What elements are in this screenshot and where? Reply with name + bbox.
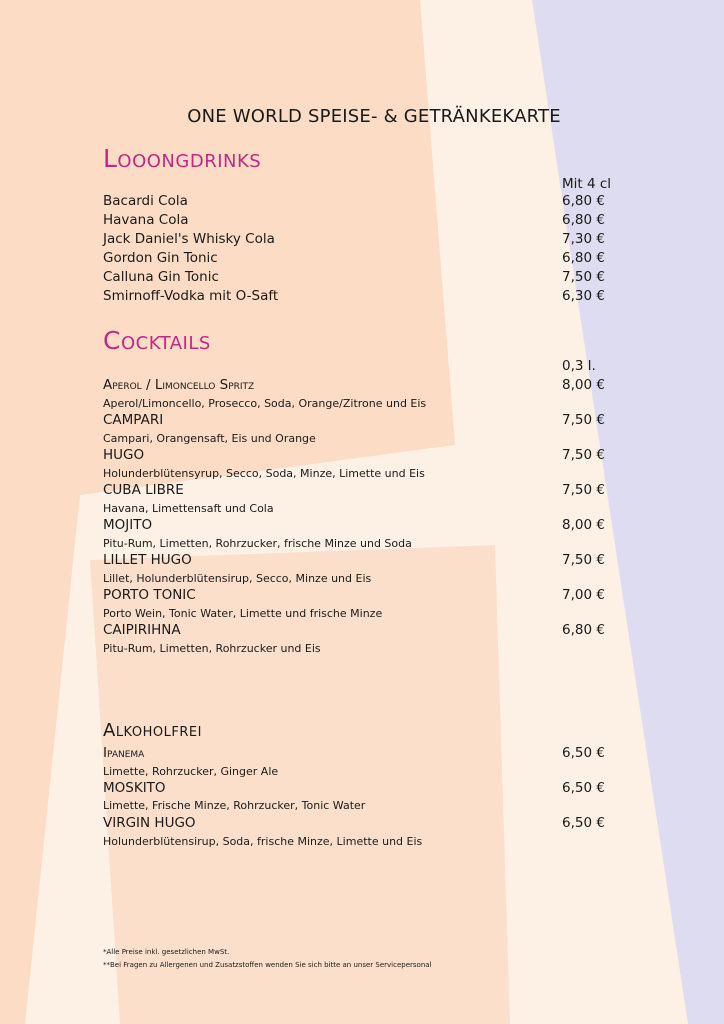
item-name: Ipanema <box>103 745 145 761</box>
menu-item <box>103 516 613 535</box>
item-name: CAIPIRIHNA <box>103 622 181 638</box>
item-name: Smirnoff-Vodka mit O-Saft <box>103 288 279 304</box>
menu-item <box>103 268 613 287</box>
item-name: CUBA LIBRE <box>103 482 184 498</box>
item-name: Gordon Gin Tonic <box>103 250 218 266</box>
item-name: CAMPARI <box>103 412 164 428</box>
item-price: 7,00 € <box>562 587 605 603</box>
item-price: 6,80 € <box>562 212 605 228</box>
item-price: 6,50 € <box>562 780 605 796</box>
menu-item <box>103 376 613 395</box>
item-name: HUGO <box>103 447 145 463</box>
item-description: Limette, Frische Minze, Rohrzucker, Tonic Water <box>103 799 366 812</box>
item-price: 7,50 € <box>562 482 605 498</box>
longdrinks-unit: Mit 4 cl <box>562 176 612 192</box>
menu-item <box>103 744 613 763</box>
cocktails-heading: Cocktails <box>103 326 211 355</box>
footer-note-vat: *Alle Preise inkl. gesetzlichen MwSt. <box>103 948 230 956</box>
menu-item <box>103 411 613 430</box>
menu-item <box>103 586 613 605</box>
item-description: Porto Wein, Tonic Water, Limette und frische Minze <box>103 607 383 620</box>
menu-item <box>103 249 613 268</box>
item-price: 7,50 € <box>562 552 605 568</box>
item-name: PORTO TONIC <box>103 587 196 603</box>
item-description: Aperol/Limoncello, Prosecco, Soda, Orange/Zitrone und Eis <box>103 397 427 410</box>
cocktails-unit: 0,3 l. <box>562 358 596 374</box>
item-price: 7,30 € <box>562 231 605 247</box>
item-description: Campari, Orangensaft, Eis und Orange <box>103 432 316 445</box>
menu-item <box>103 211 613 230</box>
page-title: ONE WORLD SPEISE- & GETRÄNKEKARTE <box>187 106 561 127</box>
item-name: LILLET HUGO <box>103 552 192 568</box>
item-price: 7,50 € <box>562 447 605 463</box>
item-price: 8,00 € <box>562 377 605 393</box>
item-price: 7,50 € <box>562 269 605 285</box>
item-name: Havana Cola <box>103 212 189 228</box>
item-description: Lillet, Holunderblütensirup, Secco, Minze und Eis <box>103 572 372 585</box>
item-description: Holunderblütensyrup, Secco, Soda, Minze, Limette und Eis <box>103 467 425 480</box>
item-price: 8,00 € <box>562 517 605 533</box>
item-price: 6,50 € <box>562 815 605 831</box>
item-name: MOSKITO <box>103 780 166 796</box>
item-description: Pitu-Rum, Limetten, Rohrzucker, frische Minze und Soda <box>103 537 412 550</box>
menu-item <box>103 481 613 500</box>
item-price: 6,80 € <box>562 622 605 638</box>
item-description: Holunderblütensirup, Soda, frische Minze, Limette und Eis <box>103 835 423 848</box>
item-price: 6,80 € <box>562 193 605 209</box>
menu-item <box>103 779 613 798</box>
item-name: Bacardi Cola <box>103 193 188 209</box>
menu-item <box>103 814 613 833</box>
item-description: Havana, Limettensaft und Cola <box>103 502 274 515</box>
item-description: Pitu-Rum, Limetten, Rohrzucker und Eis <box>103 642 321 655</box>
menu-item <box>103 230 613 249</box>
item-name: Aperol / Limoncello Spritz <box>103 377 255 393</box>
menu-item <box>103 446 613 465</box>
item-name: Calluna Gin Tonic <box>103 269 219 285</box>
footer-note-allergens: **Bei Fragen zu Allergenen und Zusatzstoffen wenden Sie sich bitte an unser Servicepersonal <box>103 961 432 969</box>
item-price: 7,50 € <box>562 412 605 428</box>
longdrinks-heading: Looongdrinks <box>103 144 262 173</box>
alkoholfrei-heading: Alkoholfrei <box>103 720 202 741</box>
item-name: VIRGIN HUGO <box>103 815 196 831</box>
item-name: Jack Daniel's Whisky Cola <box>103 231 275 247</box>
item-name: MOJITO <box>103 517 153 533</box>
item-price: 6,30 € <box>562 288 605 304</box>
menu-item <box>103 192 613 211</box>
menu-item <box>103 287 613 306</box>
item-price: 6,80 € <box>562 250 605 266</box>
menu-item <box>103 551 613 570</box>
item-description: Limette, Rohrzucker, Ginger Ale <box>103 765 279 778</box>
item-price: 6,50 € <box>562 745 605 761</box>
menu-item <box>103 621 613 640</box>
